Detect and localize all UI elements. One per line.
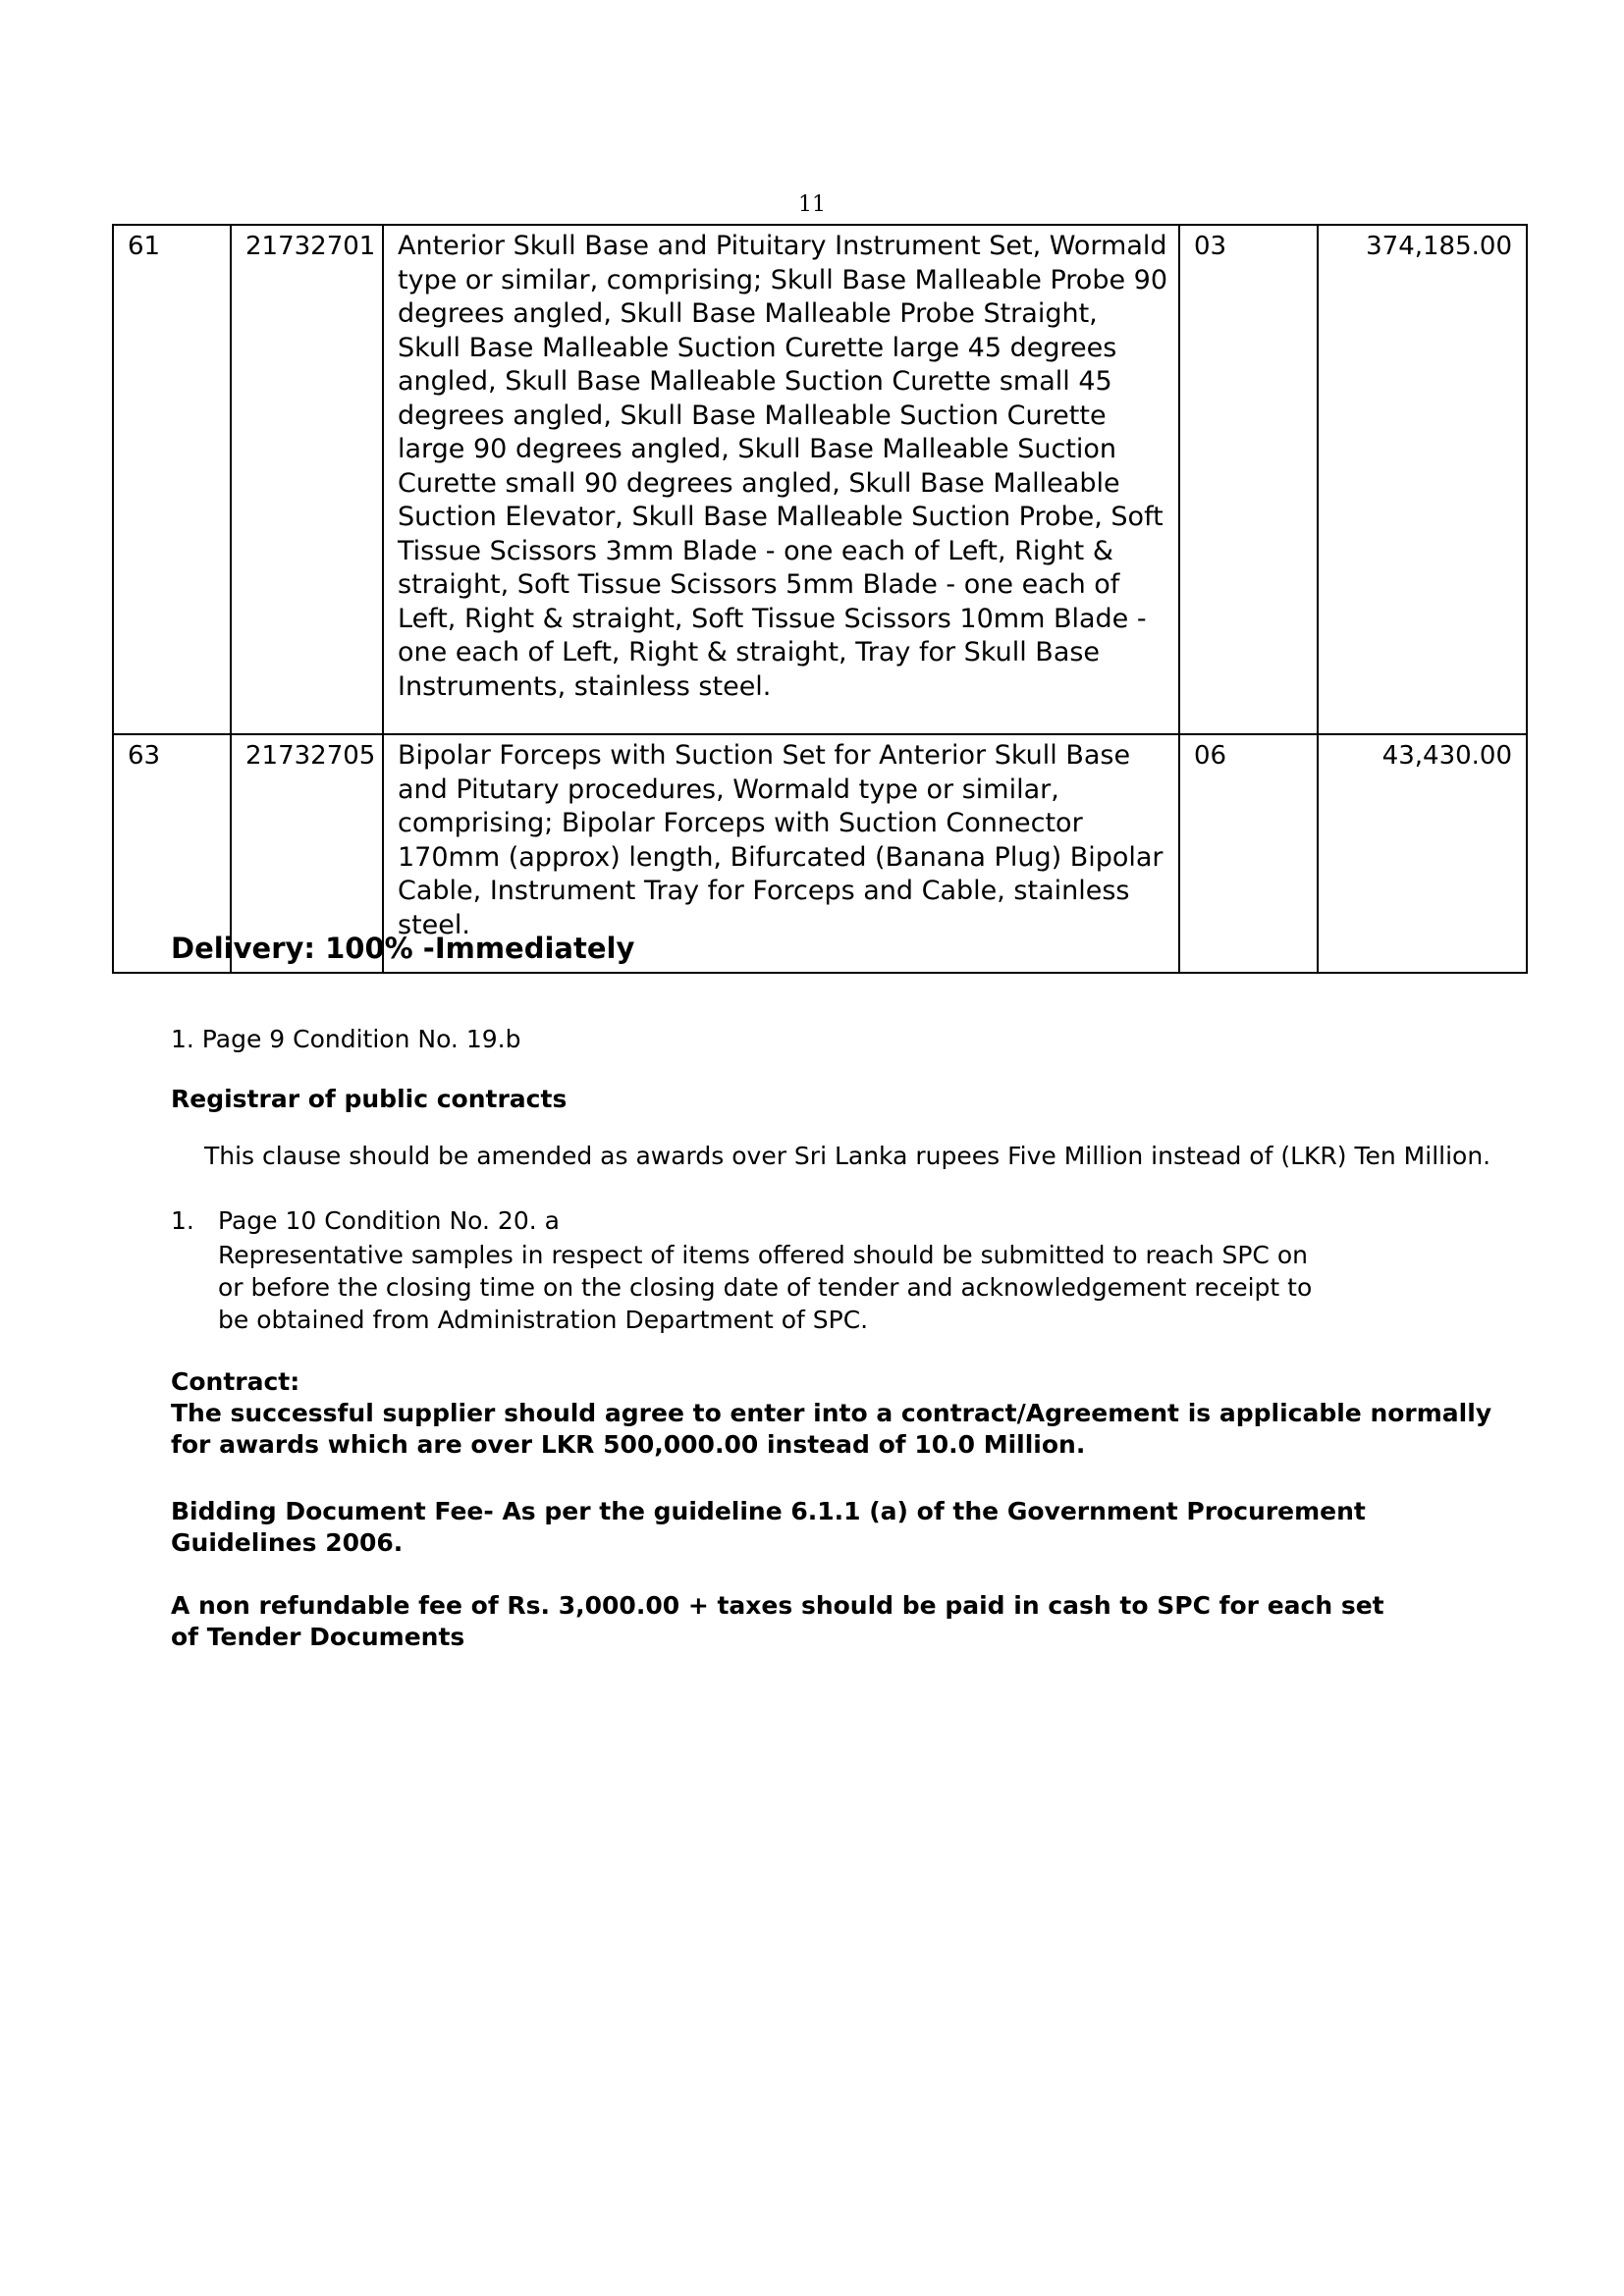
contract-heading: Contract: bbox=[171, 1367, 300, 1396]
item-number-cell bbox=[113, 225, 231, 734]
item-code-cell bbox=[231, 225, 383, 734]
item-quantity: 03 bbox=[1194, 232, 1227, 261]
item-code: 21732705 bbox=[245, 741, 376, 771]
registrar-clause: This clause should be amended as awards over Sri Lanka rupees Five Million instead of (LKR) Ten Million. bbox=[204, 1142, 1491, 1170]
fee-body: A non refundable fee of Rs. 3,000.00 + taxes should be paid in cash to SPC for each set of Tender Documents bbox=[171, 1591, 1384, 1651]
condition-2-number: 1. bbox=[171, 1206, 194, 1235]
item-price: 43,430.00 bbox=[1381, 741, 1512, 771]
item-price-cell bbox=[1318, 225, 1527, 734]
item-price: 374,185.00 bbox=[1366, 232, 1512, 261]
condition-1: 1. Page 9 Condition No. 19.b bbox=[171, 1025, 521, 1053]
fee-heading: Bidding Document Fee- As per the guideline 6.1.1 (a) of the Government Procurement Guidelines 2006. bbox=[171, 1497, 1366, 1557]
registrar-heading: Registrar of public contracts bbox=[171, 1085, 568, 1113]
delivery-heading: Delivery: 100% -Immediately bbox=[171, 932, 635, 965]
items-table bbox=[112, 224, 1528, 974]
item-description: Anterior Skull Base and Pituitary Instrument Set, Wormald type or similar, comprising; Skull Base Malleable Probe 90 degrees angled, Skull Base Malleable Probe Straight, Skull Base Malleable Suction Curette large 45 degrees angled, Skull Base Malleable Suction Curette small 45 degrees angled, Skull Base Malleable Suction Curette large 90 degrees angled, Skull Base Malleable Suction Curette small 90 degrees angled, Skull Base Malleable Suction Elevator, Skull Base Malleable Suction Probe, Soft Tissue Scissors 3mm Blade - one each of Left, Right & straight, Soft Tissue Scissors 5mm Blade - one each of Left, Right & straight, Soft Tissue Scissors 10mm Blade - one each of Left, Right & straight, Tray for Skull Base Instruments, stainless steel. bbox=[398, 231, 1168, 702]
item-code: 21732701 bbox=[245, 232, 376, 261]
item-number: 63 bbox=[128, 741, 161, 771]
condition-2-text: Representative samples in respect of items offered should be submitted to reach SPC on or before the closing time on the closing date of tender and acknowledgement receipt to be obtained from Administration Department of SPC. bbox=[218, 1241, 1313, 1334]
page-number: 11 bbox=[798, 192, 826, 217]
contract-body: The successful supplier should agree to enter into a contract/Agreement is applicable normally for awards which are over LKR 500,000.00 instead of 10.0 Million. bbox=[171, 1399, 1492, 1459]
table-row bbox=[113, 225, 1527, 734]
item-description: Bipolar Forceps with Suction Set for Anterior Skull Base and Pitutary procedures, Wormald type or similar, comprising; Bipolar Forceps with Suction Connector 170mm (approx) length, Bifurcated (Banana Plug) Bipolar Cable, Instrument Tray for Forceps and Cable, stainless steel. bbox=[398, 740, 1164, 940]
item-number: 61 bbox=[128, 232, 161, 261]
item-quantity: 06 bbox=[1194, 741, 1227, 771]
condition-2-title: Page 10 Condition No. 20. a bbox=[218, 1206, 560, 1235]
item-quantity-cell bbox=[1179, 225, 1318, 734]
item-description-cell bbox=[383, 225, 1179, 734]
condition-2-title-row bbox=[171, 1205, 1526, 1237]
